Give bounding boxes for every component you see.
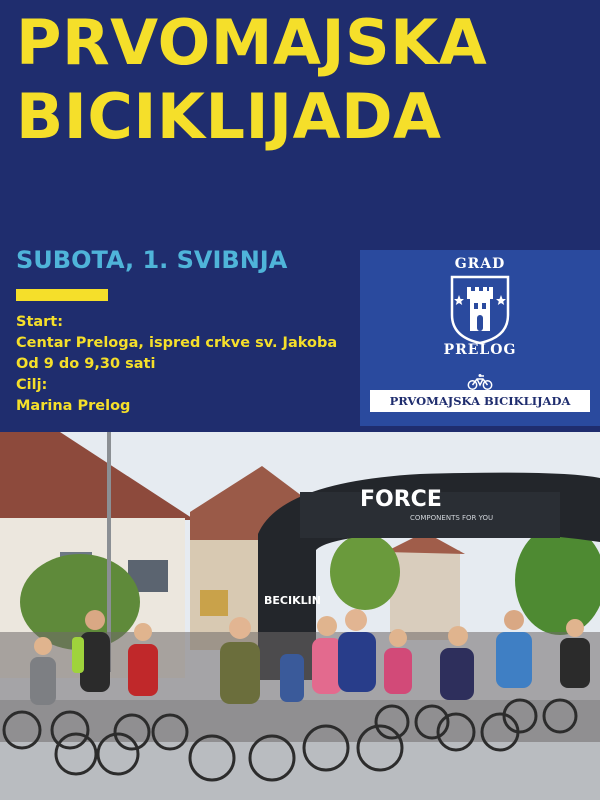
logo-top-text: GRAD (454, 256, 506, 272)
finish-label: Cilj: (16, 377, 48, 393)
arch-brand-text: FORCE (360, 487, 442, 512)
accent-bar (16, 289, 108, 301)
poster-title (16, 6, 487, 154)
event-date: SUBOTA, 1. SVIBNJA (16, 246, 288, 274)
event-photo (0, 432, 600, 800)
crest-icon (448, 275, 512, 345)
title-line-1: PRVOMAJSKA (16, 6, 488, 79)
start-label: Start: (16, 314, 64, 330)
cyclists-photo-illustration (0, 432, 600, 800)
start-place: Centar Preloga, ispred crkve sv. Jakoba (16, 335, 338, 351)
title-line-2: BICIKLIJADA (16, 80, 442, 153)
bicycle-icon (467, 374, 493, 390)
logo-banner: PRVOMAJSKA BICIKLIJADA (370, 390, 590, 412)
logo-bottom-text: PRELOG (443, 342, 517, 358)
grad-prelog-logo (360, 250, 600, 426)
arch-side-logo-text: BECIKLIN (264, 594, 321, 607)
start-time: Od 9 do 9,30 sati (16, 356, 156, 372)
finish-place: Marina Prelog (16, 398, 131, 414)
arch-tagline-text: COMPONENTS FOR YOU (410, 514, 494, 522)
event-details (16, 312, 337, 417)
